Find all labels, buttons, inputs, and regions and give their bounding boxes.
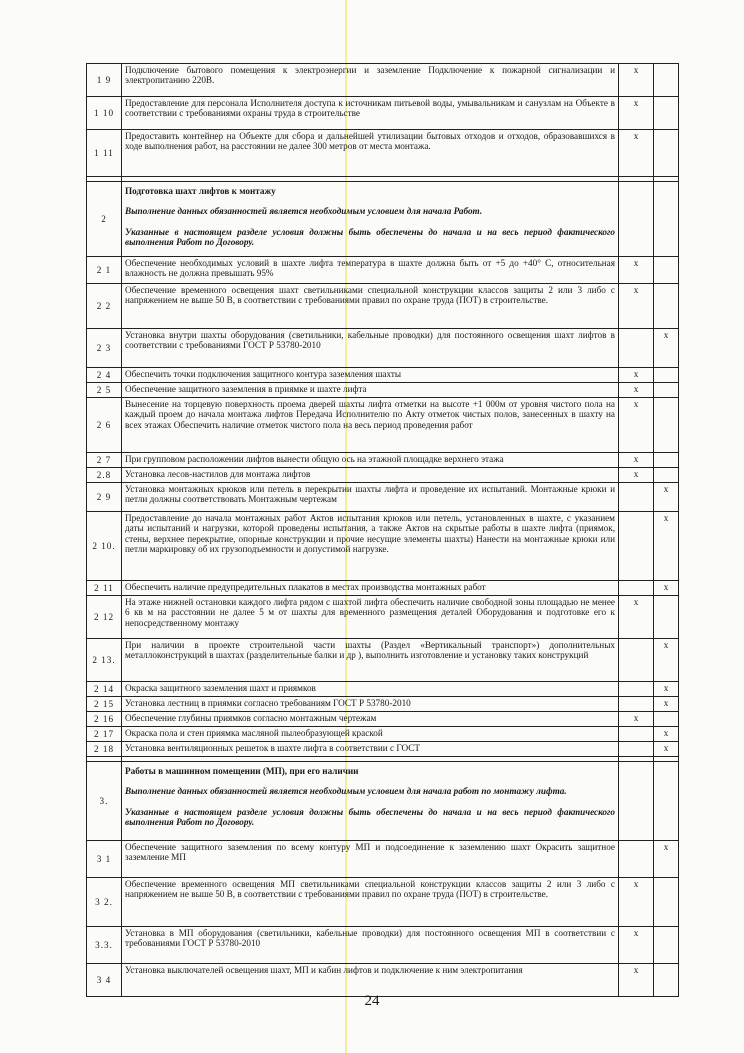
table-row	[87, 483, 679, 512]
responsibility-mark-col1	[619, 512, 654, 581]
row-number: 2 14	[87, 682, 122, 697]
section-description	[122, 182, 619, 257]
row-number: 2 10.	[87, 512, 122, 581]
requirement-text: Установка выключателей освещения шахт, МП и кабин лифтов и подключение к ним электропитания	[122, 964, 619, 997]
row-number: 1 10	[87, 97, 122, 130]
requirement-text: Предоставление для персонала Исполнителя доступа к источникам питьевой воды, умывальникам и санузлам на Объекте в соответствии с требованиями охраны труда в строительстве	[122, 97, 619, 130]
responsibility-mark-col2: x	[654, 727, 679, 742]
responsibility-mark-col1: x	[619, 927, 654, 964]
row-number: 2 15	[87, 697, 122, 712]
requirement-text: Подключение бытового помещения к электроэнергии и заземление Подключение к пожарной сигнализации и электропитанию 220В.	[122, 64, 619, 97]
requirement-text: На этаже нижней остановки каждого лифта рядом с шахтой лифта обеспечить наличие свободной зоны площадью не менее 6 кв м на расстоянии не далее 5 м от шахты для временного размещения деталей Оборудования и подготовке его к непосредственному монтажу	[122, 596, 619, 639]
responsibility-mark-col2	[654, 97, 679, 130]
row-number: 2 3	[87, 329, 122, 368]
responsibility-mark-col1: x	[619, 64, 654, 97]
table-row	[87, 581, 679, 596]
row-number: 2 2	[87, 284, 122, 329]
responsibility-mark-col2	[654, 130, 679, 177]
responsibility-mark-col1: x	[619, 97, 654, 130]
responsibility-mark-col1	[619, 581, 654, 596]
responsibility-mark-col2	[654, 927, 679, 964]
responsibility-mark-col1	[619, 639, 654, 682]
row-number: 3 2.	[87, 878, 122, 927]
requirement-text: Обеспечить наличие предупредительных плакатов в местах производства монтажных работ	[122, 581, 619, 596]
responsibility-mark-col2: x	[654, 639, 679, 682]
responsibility-mark-col2: x	[654, 483, 679, 512]
responsibility-mark-col1	[619, 841, 654, 878]
responsibility-mark-col1: x	[619, 257, 654, 284]
table-row	[87, 329, 679, 368]
requirement-text: Установка лесов-настилов для монтажа лифтов	[122, 468, 619, 483]
requirement-text: Предоставление до начала монтажных работ Актов испытания крюков или петель, установленных в шахте, с указанием даты испытаний и нагрузки, которой проведены испытания, а также Актов на скрытые работы в шахте лифта (приямок, стены, верхнее перекрытие, опорные конструкции и прочие несущие элементы шахты) Нанести на монтажные крюки или петли маркировку об их грузоподъемности и допустимой нагрузке.	[122, 512, 619, 581]
row-number: 2 4	[87, 368, 122, 383]
responsibility-mark-col2	[654, 257, 679, 284]
responsibility-mark-col2	[654, 383, 679, 398]
responsibility-mark-col1	[619, 762, 654, 841]
responsibility-mark-col1: x	[619, 878, 654, 927]
table-row	[87, 97, 679, 130]
responsibility-mark-col1: x	[619, 368, 654, 383]
row-number: 3 1	[87, 841, 122, 878]
responsibility-mark-col2	[654, 762, 679, 841]
section-note: Выполнение данных обязанностей является необходимым условием для начала Работ.	[125, 206, 483, 217]
responsibility-mark-col2	[654, 284, 679, 329]
requirement-text: Обеспечение временного освещения МП светильниками специальной конструкции классов защиты 2 или 3 либо с напряжением не выше 50 В, в соответствии с требованиями правил по охране труда (ПОТ) в строительстве.	[122, 878, 619, 927]
table-row	[87, 368, 679, 383]
table-row	[87, 284, 679, 329]
row-number: 2 11	[87, 581, 122, 596]
table-row	[87, 257, 679, 284]
responsibility-mark-col1	[619, 682, 654, 697]
table-row	[87, 697, 679, 712]
row-number: 1 9	[87, 64, 122, 97]
requirement-text: При наличии в проекте строительной части шахты (Раздел «Вертикальный транспорт») дополнительных металлоконструкций в шахтах (разделительные балки и др ), выполнить изготовление и установку таких конструкций	[122, 639, 619, 682]
requirement-text: Обеспечение защитного заземления в приямке и шахте лифта	[122, 383, 619, 398]
row-number: 2 13.	[87, 639, 122, 682]
row-number: 2 7	[87, 453, 122, 468]
section-title: Подготовка шахт лифтов к монтажу	[125, 186, 276, 196]
table-row	[87, 964, 679, 997]
responsibility-mark-col2	[654, 64, 679, 97]
requirement-text: Окраска пола и стен приямка масляной пылеобразующей краской	[122, 727, 619, 742]
table-row	[87, 927, 679, 964]
requirement-text: Окраска защитного заземления шахт и приямков	[122, 682, 619, 697]
row-number: 2 5	[87, 383, 122, 398]
table-row	[87, 742, 679, 757]
responsibility-mark-col1: x	[619, 130, 654, 177]
table-row	[87, 841, 679, 878]
row-number: 2 18	[87, 742, 122, 757]
responsibility-mark-col1: x	[619, 383, 654, 398]
table-row	[87, 682, 679, 697]
responsibility-mark-col1	[619, 182, 654, 257]
section-row	[87, 762, 679, 841]
responsibility-mark-col1: x	[619, 398, 654, 453]
requirement-text: При групповом расположении лифтов вынести общую ось на этажной площадке верхнего этажа	[122, 453, 619, 468]
responsibility-mark-col2	[654, 182, 679, 257]
table-row	[87, 596, 679, 639]
responsibility-mark-col2	[654, 368, 679, 383]
section-row	[87, 182, 679, 257]
requirement-text: Обеспечение временного освещения шахт светильниками специальной конструкции классов защиты 2 или 3 либо с напряжением не выше 50 В, в соответствии с требованиями правил по охране труда (ПОТ) в строительстве.	[122, 284, 619, 329]
table-row	[87, 878, 679, 927]
responsibility-mark-col2: x	[654, 682, 679, 697]
section-note: Указанные в настоящем разделе условия должны быть обеспечены до начала и на весь период фактического выполнения Работ по Договору.	[125, 806, 615, 827]
requirement-text: Вынесение на торцевую поверхность проема дверей шахты лифта отметки на высоте +1 000м от уровня чистого пола на каждый проем до начала монтажа лифтов Передача Исполнителю по Акту отметок чистых полов, занесенных в шахту на всех этажах Обеспечить наличие отметок чистого пола на весь период проведения работ	[122, 398, 619, 453]
responsibility-mark-col2: x	[654, 512, 679, 581]
responsibility-mark-col2	[654, 468, 679, 483]
section-note: Указанные в настоящем разделе условия должны быть обеспечены до начала и на весь период фактического выполнения Работ по Договору.	[125, 226, 615, 247]
responsibility-mark-col1	[619, 329, 654, 368]
row-number: 2.8	[87, 468, 122, 483]
row-number: 3.	[87, 762, 122, 841]
responsibility-mark-col1	[619, 727, 654, 742]
requirement-text: Обеспечить точки подключения защитного контура заземления шахты	[122, 368, 619, 383]
section-description	[122, 762, 619, 841]
requirement-text: Установка внутри шахты оборудования (светильники, кабельные проводки) для постоянного освещения шахт лифтов в соответствии с требованиями ГОСТ Р 53780-2010	[122, 329, 619, 368]
requirement-text: Предоставить контейнер на Объекте для сбора и дальнейшей утилизации бытовых отходов и отходов, образовавшихся в ходе выполнения работ, на расстоянии не далее 300 метров от места монтажа.	[122, 130, 619, 177]
responsibility-mark-col1: x	[619, 468, 654, 483]
row-number: 2 6	[87, 398, 122, 453]
requirement-text: Установка в МП оборудования (светильники, кабельные проводки) для постоянного освещения МП в соответствии с требованиями ГОСТ Р 53780-2010	[122, 927, 619, 964]
responsibility-mark-col1	[619, 742, 654, 757]
responsibility-mark-col1	[619, 697, 654, 712]
table-row	[87, 130, 679, 177]
table-row	[87, 398, 679, 453]
responsibility-mark-col2	[654, 878, 679, 927]
responsibility-mark-col2	[654, 712, 679, 727]
responsibility-mark-col1: x	[619, 453, 654, 468]
row-number: 3 4	[87, 964, 122, 997]
responsibility-mark-col2	[654, 398, 679, 453]
responsibility-mark-col2	[654, 596, 679, 639]
requirement-text: Обеспечение необходимых условий в шахте лифта температура в шахте должна быть от +5 до +40° С, относительная влажность не должна превышать 95%	[122, 257, 619, 284]
table-row	[87, 712, 679, 727]
row-number: 2 1	[87, 257, 122, 284]
requirements-table	[86, 63, 679, 997]
responsibility-mark-col1: x	[619, 712, 654, 727]
table-row	[87, 512, 679, 581]
table-row	[87, 727, 679, 742]
table-row	[87, 383, 679, 398]
section-title: Работы в машинном помещении (МП), при его наличии	[125, 766, 359, 776]
table-row	[87, 639, 679, 682]
responsibility-mark-col2: x	[654, 697, 679, 712]
section-note: Выполнение данных обязанностей является необходимым условием для начала работ по монтажу лифта.	[125, 786, 567, 797]
responsibility-mark-col1	[619, 483, 654, 512]
responsibility-mark-col1: x	[619, 284, 654, 329]
table-row	[87, 64, 679, 97]
table-row	[87, 453, 679, 468]
row-number: 2 16	[87, 712, 122, 727]
row-number: 2 12	[87, 596, 122, 639]
responsibility-mark-col2: x	[654, 841, 679, 878]
responsibility-mark-col2: x	[654, 581, 679, 596]
requirement-text: Установка монтажных крюков или петель в перекрытии шахты лифта и проведение их испытаний. Монтажные крюки и петли должны соответствовать Монтажным чертежам	[122, 483, 619, 512]
row-number: 2 17	[87, 727, 122, 742]
table-row	[87, 468, 679, 483]
responsibility-mark-col1: x	[619, 596, 654, 639]
responsibility-mark-col2: x	[654, 742, 679, 757]
requirement-text: Обеспечение глубины приямков согласно монтажным чертежам	[122, 712, 619, 727]
row-number: 2	[87, 182, 122, 257]
row-number: 1 11	[87, 130, 122, 177]
responsibility-mark-col2: x	[654, 329, 679, 368]
requirement-text: Установка вентиляционных решеток в шахте лифта в соответствии с ГОСТ	[122, 742, 619, 757]
row-number: 3.3.	[87, 927, 122, 964]
responsibility-mark-col2	[654, 964, 679, 997]
requirement-text: Установка лестниц в приямки согласно требованиям ГОСТ Р 53780-2010	[122, 697, 619, 712]
responsibility-mark-col1: x	[619, 964, 654, 997]
page-number: 24	[364, 993, 380, 1009]
responsibility-mark-col2	[654, 453, 679, 468]
row-number: 2 9	[87, 483, 122, 512]
requirement-text: Обеспечение защитного заземления по всему контуру МП и подсоединение к заземлению шахт Окрасить защитное заземление МП	[122, 841, 619, 878]
